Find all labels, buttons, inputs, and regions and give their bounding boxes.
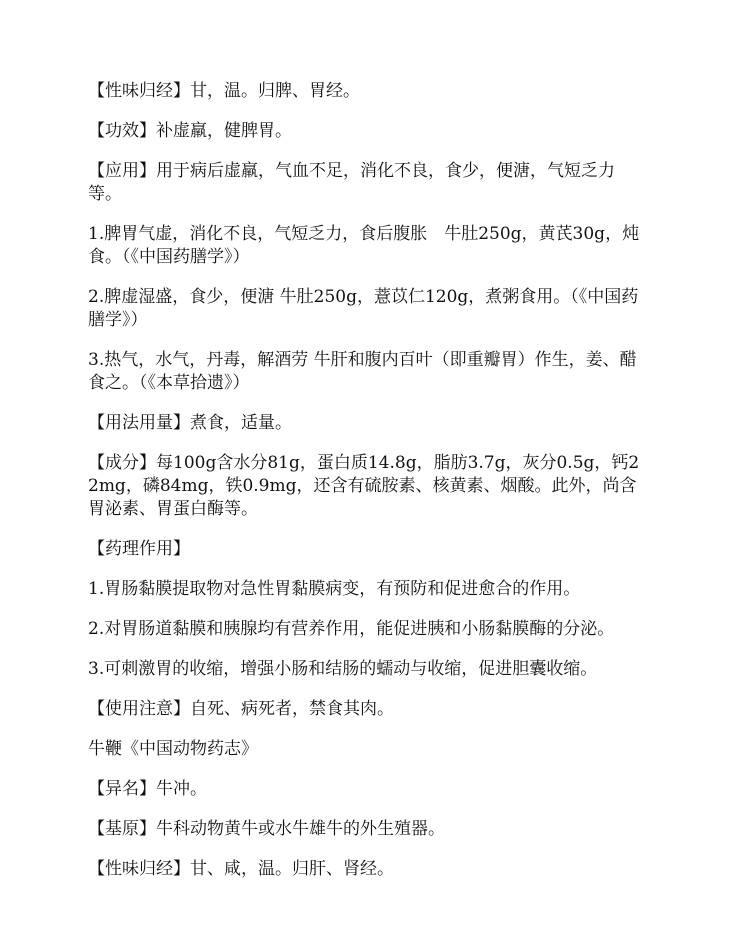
application-item-3: 3.热气，水气，丹毒，解酒劳 牛肝和腹内百叶（即重瓣胃）作生，姜、醋食之。（《本草拾遗》） (88, 350, 637, 393)
application-item-1: 1.脾胃气虚，消化不良，气短乏力，食后腹胀 牛肚250g，黄芪30g，炖食。（《中国药膳学》） (88, 224, 640, 267)
section-efficacy: 【功效】补虚羸，健脾胃。 (88, 121, 292, 141)
section-pharmacology: 【药理作用】 (88, 539, 190, 559)
section-precautions: 【使用注意】自死、病死者，禁食其肉。 (88, 699, 394, 719)
pharmacology-item-3: 3.可刺激胃的收缩，增强小肠和结肠的蠕动与收缩，促进胆囊收缩。 (88, 659, 598, 679)
entry-title: 牛鞭《中国动物药志》 (88, 739, 258, 759)
section-alias: 【异名】牛冲。 (88, 779, 207, 799)
section-application: 【应用】用于病后虚羸，气血不足，消化不良，食少，便溏，气短乏力等。 (88, 161, 615, 204)
document-body (88, 80, 648, 898)
pharmacology-item-2: 2.对胃肠道黏膜和胰腺均有营养作用，能促进胰和小肠黏膜酶的分泌。 (88, 619, 615, 639)
application-item-2: 2.脾虚湿盛，食少，便溏 牛肚250g，薏苡仁120g，煮粥食用。（《中国药膳学》） (88, 287, 639, 330)
pharmacology-item-1: 1.胃肠黏膜提取物对急性胃黏膜病变，有预防和促进愈合的作用。 (88, 579, 581, 599)
section-nature-meridian-2: 【性味归经】甘、咸，温。归肝、肾经。 (88, 859, 394, 879)
section-usage-dosage: 【用法用量】煮食，适量。 (88, 413, 292, 433)
section-origin: 【基原】牛科动物黄牛或水牛雄牛的外生殖器。 (88, 819, 445, 839)
section-nature-meridian: 【性味归经】甘，温。归脾、胃经。 (88, 81, 360, 101)
section-composition: 【成分】每100g含水分81g，蛋白质14.8g，脂肪3.7g，灰分0.5g，钙22mg，磷84mg，铁0.9mg，还含有硫胺素、核黄素、烟酸。此外，尚含胃泌素、胃蛋白酶等。 (88, 453, 640, 519)
